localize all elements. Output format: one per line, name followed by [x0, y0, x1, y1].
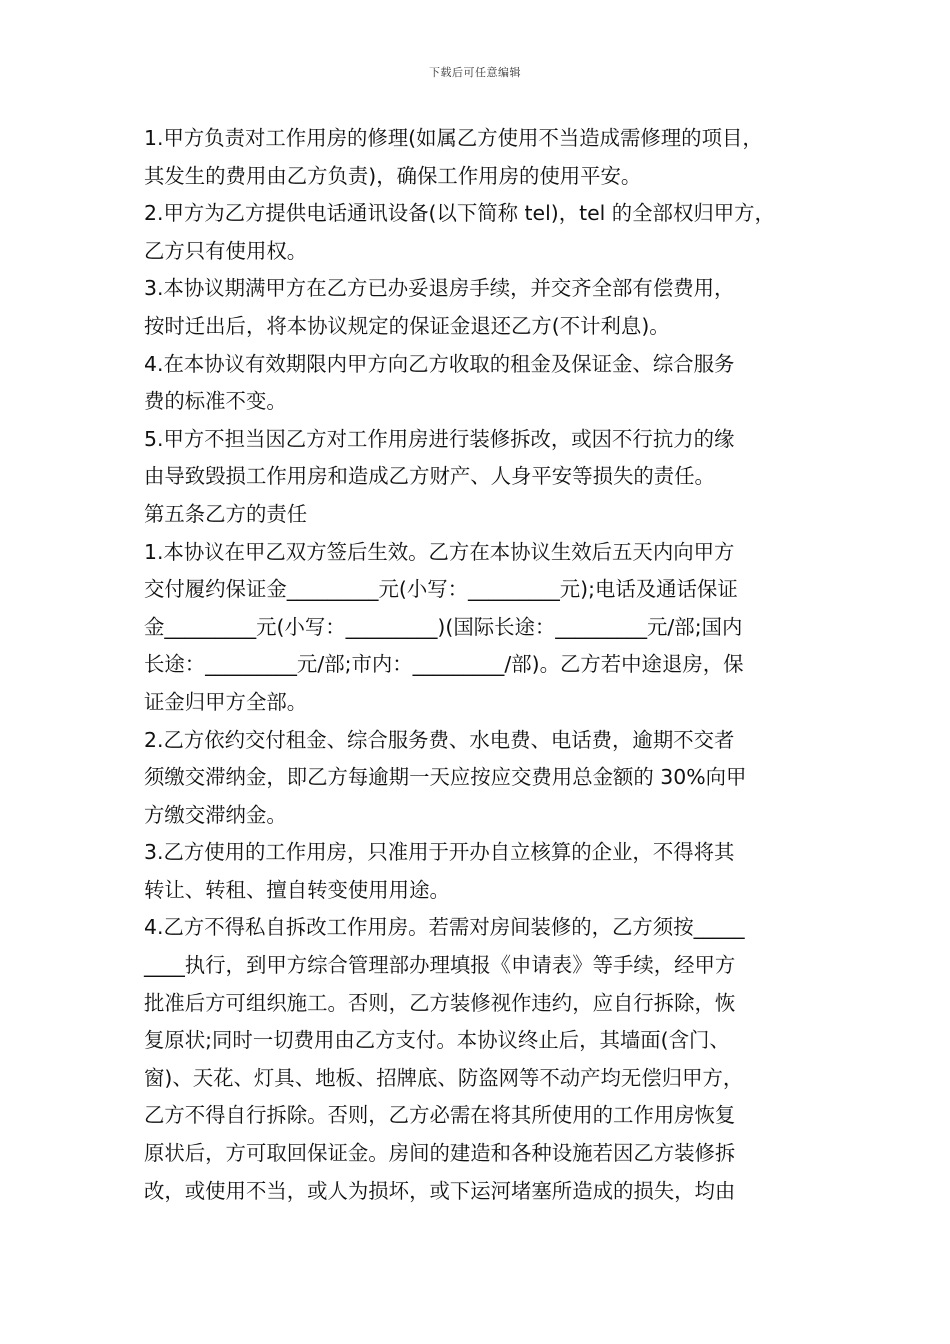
text-line: 5.甲方不担当因乙方对工作用房进行装修拆改，或因不行抗力的缘 — [144, 426, 735, 451]
text-line: 4.乙方不得私自拆改工作用房。若需对房间装修的，乙方须按_____ — [144, 915, 745, 940]
text-line: 方缴交滞纳金。 — [144, 802, 287, 827]
text-line: 1.本协议在甲乙双方签后生效。乙方在本协议生效后五天内向甲方 — [144, 539, 735, 564]
text-line: 3.乙方使用的工作用房，只准用于开办自立核算的企业，不得将其 — [144, 840, 735, 865]
text-line: 2.乙方依约交付租金、综合服务费、水电费、电话费，逾期不交者 — [144, 727, 735, 752]
text-line: 原状后，方可取回保证金。房间的建造和各种设施若因乙方装修拆 — [144, 1141, 736, 1166]
text-line: 交付履约保证金_________元(小写：_________元);电话及通话保证 — [144, 577, 738, 602]
text-line: 改，或使用不当，或人为损坏，或下运河堵塞所造成的损失，均由 — [144, 1178, 736, 1203]
text-line: 4.在本协议有效期限内甲方向乙方收取的租金及保证金、综合服务 — [144, 351, 735, 376]
text-line: 3.本协议期满甲方在乙方已办妥退房手续，并交齐全部有偿费用， — [144, 276, 735, 301]
page-header: 下载后可任意编辑 — [429, 66, 521, 79]
text-line: 费的标准不变。 — [144, 389, 287, 414]
text-line: 转让、转租、擅自转变使用用途。 — [144, 877, 450, 902]
text-line: 须缴交滞纳金，即乙方每逾期一天应按应交费用总金额的 30%向甲 — [144, 765, 747, 790]
text-line: 乙方只有使用权。 — [144, 238, 308, 263]
text-line: 乙方不得自行拆除。否则，乙方必需在将其所使用的工作用房恢复 — [144, 1103, 736, 1128]
text-line: 按时迁出后，将本协议规定的保证金退还乙方(不计利息)。 — [144, 313, 670, 338]
text-line: 窗)、天花、灯具、地板、招牌底、防盗网等不动产均无偿归甲方， — [144, 1065, 744, 1090]
text-line: 其发生的费用由乙方负责)，确保工作用房的使用平安。 — [144, 163, 642, 188]
text-line: 1.甲方负责对工作用房的修理(如属乙方使用不当造成需修理的项目， — [144, 126, 763, 150]
text-line: 长途：_________元/部;市内：_________/部)。乙方若中途退房，保 — [144, 652, 744, 677]
text-line: 金_________元(小写：_________)(国际长途：_________元/部;国内 — [144, 614, 743, 639]
text-line: 复原状;同时一切费用由乙方支付。本协议终止后，其墙面(含门、 — [144, 1028, 730, 1053]
text-line: 由导致毁损工作用房和造成乙方财产、人身平安等损失的责任。 — [144, 464, 715, 489]
text-line: 批准后方可组织施工。否则，乙方装修视作违约，应自行拆除，恢 — [144, 990, 736, 1015]
document-body — [144, 120, 816, 1210]
text-line: 证金归甲方全部。 — [144, 689, 308, 714]
text-line: 2.甲方为乙方提供电话通讯设备(以下简称 tel)，tel 的全部权归甲方， — [144, 201, 775, 226]
text-line: ____执行，到甲方综合管理部办理填报《申请表》等手续，经甲方 — [144, 953, 736, 978]
section-heading: 第五条乙方的责任 — [144, 501, 308, 526]
